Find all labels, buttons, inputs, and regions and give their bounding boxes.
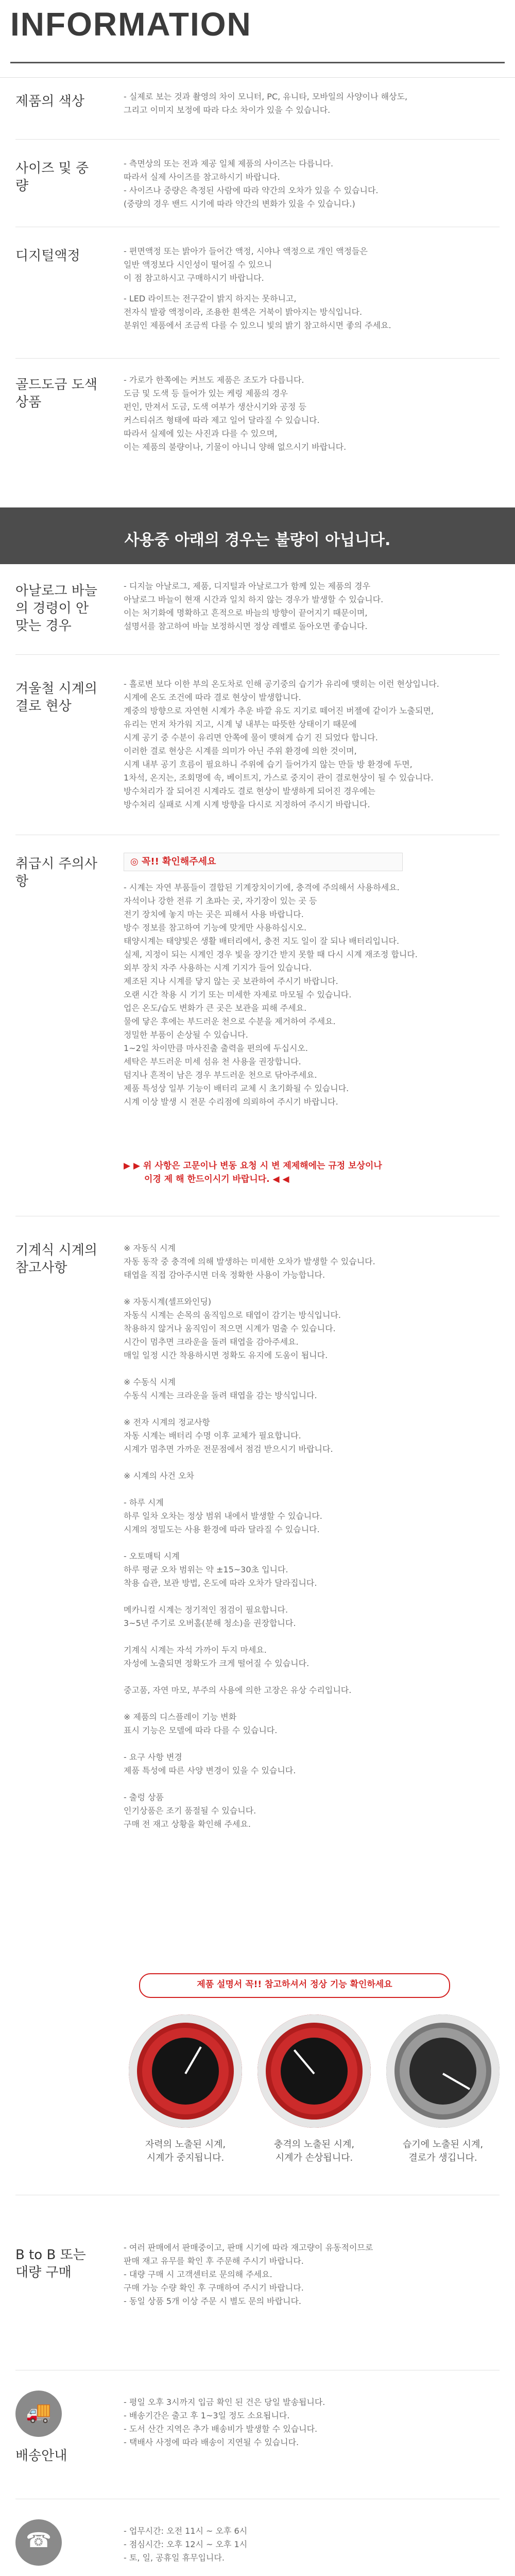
- text-line: 시간이 멈추면 크라운을 돌려 태엽을 감아주세요.: [124, 1337, 299, 1347]
- section-title: 제품의 색상: [15, 94, 84, 109]
- text-line: 설명서를 참고하여 바늘 보정하시면 정상 레벨로 돌아오면 좋습니다.: [124, 621, 368, 631]
- text-line: - 흘로변 보다 이한 부의 온도차로 인해 공기중의 습기가 유리에 맺히는 이런 현상입니다.: [124, 679, 439, 689]
- page-title: INFORMATION: [10, 6, 252, 43]
- text-line: (중량의 경우 밴드 시기에 따라 약간의 변화가 있을 수 있습니다.): [124, 199, 355, 209]
- text-line: - 택배사 사정에 따라 배송이 지연될 수 있습니다.: [124, 2437, 299, 2447]
- spacer: [124, 1697, 494, 1710]
- spacer: [124, 1362, 494, 1376]
- text-line: 태엽을 직접 감아주시면 더욱 정확한 사용이 가능합니다.: [124, 1270, 325, 1280]
- section-body: [124, 90, 494, 117]
- section-title: 아날로그 바늘의 경령이 안 맞는 경우: [15, 583, 97, 634]
- section-shipping: [0, 2380, 515, 2509]
- warning-line-1: ▶ ▶ 위 사항은 고문이나 변동 요청 시 변 제제해에는 규정 보상이나: [124, 1161, 382, 1171]
- text-line: - 가로가 한쪽에는 커브도 제품은 조도가 다릅니다.: [124, 375, 304, 385]
- section-body: [124, 245, 494, 332]
- text-line: - 업무시간: 오전 11시 ~ 오후 6시: [124, 2526, 248, 2536]
- section-body: [124, 374, 494, 454]
- text-line: 자동 동작 중 충격에 의해 발생하는 미세한 오차가 발생할 수 있습니다.: [124, 1257, 375, 1266]
- text-line: 방수처리 실패로 시계 시계 방향을 다시로 지정하여 주시기 바랍니다.: [124, 800, 370, 809]
- text-line: ※ 자동시계(셀프와인딩): [124, 1297, 212, 1307]
- text-line: 따라서 실제에 있는 사진과 다를 수 있으며,: [124, 429, 278, 438]
- text-line: 메카니컬 시계는 정기적인 점검이 필요합니다.: [124, 1605, 288, 1615]
- headset-icon: ☎: [15, 2519, 62, 2566]
- text-line: - 측면상의 또는 전과 제공 일체 제품의 사이즈는 다릅니다.: [124, 159, 334, 168]
- text-line: - 배송기간은 출고 후 1~3일 정도 소요됩니다.: [124, 2411, 290, 2420]
- mech-body: [124, 1242, 494, 1831]
- text-line: 제품 특성에 따른 사양 변경이 있을 수 있습니다.: [124, 1766, 296, 1775]
- notice-band-text: 사용중 아래의 경우는 불량이 아닙니다.: [124, 531, 391, 549]
- caption-line: 자력의 노출된 시계,: [145, 2139, 226, 2150]
- text-line: 방수처리가 잘 되어진 시계라도 결로 현상이 발생하게 되어진 경우에는: [124, 786, 375, 796]
- section-title: 배송안내: [15, 2448, 67, 2464]
- text-line: 자성에 노출되면 정확도가 크게 떨어질 수 있습니다.: [124, 1658, 310, 1668]
- watch-photo-moisture: [386, 2014, 500, 2128]
- section-title: 취급시 주의사항: [15, 856, 97, 889]
- text-line: - 하루 시계: [124, 1498, 164, 1507]
- header: [0, 0, 515, 78]
- text-line: - 디지늘 아날로그, 제품, 디지털과 아날로그가 함께 있는 제품의 경우: [124, 581, 371, 591]
- section-title: 겨울철 시계의 결로 현상: [15, 681, 97, 714]
- text-line: - 평일 오후 3시까지 입금 확인 된 건은 당일 발송됩니다.: [124, 2397, 325, 2407]
- text-line: 자동 시계는 배터리 수명 이후 교체가 필요합니다.: [124, 1431, 301, 1440]
- section-analog-hands: [0, 567, 515, 670]
- text-line: 계중의 방향으로 자연현 시계가 추운 바깥 유도 지기로 떼어진 버젤에 같이가 노출되면,: [124, 706, 434, 716]
- section-body: [124, 2524, 494, 2565]
- text-line: 착용하지 않거나 움직임이 적으면 시계가 멈출 수 있습니다.: [124, 1324, 336, 1333]
- text-line: 하루 평균 오차 범위는 약 ±15~30초 입니다.: [124, 1565, 288, 1574]
- text-line: - 오토매틱 시계: [124, 1551, 180, 1561]
- text-line: 태양시계는 태양빛은 생활 배터리에서, 충전 지도 일이 잘 되나 배터리입니다.: [124, 936, 400, 946]
- text-line: 유리는 먼저 차가워 지고, 시계 넣 내부는 따뜻한 상태이기 때문에: [124, 719, 357, 729]
- text-line: 인기상품은 조기 품절될 수 있습니다.: [124, 1806, 256, 1816]
- text-line: 따라서 실제 사이즈를 참고하시기 바랍니다.: [124, 172, 280, 182]
- text-line: 판매 재고 유무를 확인 후 주문해 주시기 바랍니다.: [124, 2256, 304, 2266]
- section-title: 사이즈 및 중량: [15, 161, 89, 194]
- caption-line: 충격의 노출된 시계,: [273, 2139, 355, 2150]
- section-customer-center: [0, 2509, 515, 2576]
- truck-icon: 🚚: [15, 2391, 62, 2437]
- divider: [15, 358, 500, 359]
- section-body: [124, 157, 494, 211]
- text-line: ※ 시계의 사건 오차: [124, 1471, 194, 1481]
- section-title: 디지털액정: [15, 248, 80, 264]
- text-line: - 도서 산간 지역은 추가 배송비가 발생할 수 있습니다.: [124, 2424, 318, 2434]
- text-line: - 편면액정 또는 밝아가 들어간 액정, 시야나 액정으로 개인 액정들은: [124, 246, 368, 256]
- text-line: 구매 전 재고 상황을 확인해 주세요.: [124, 1819, 251, 1829]
- text-line: 자동식 시계는 손목의 움직임으로 태엽이 감기는 방식입니다.: [124, 1310, 341, 1320]
- caption-line: 결로가 생깁니다.: [408, 2153, 477, 2163]
- text-line: ※ 전자 시계의 정교사항: [124, 1417, 210, 1427]
- text-line: - 요구 사항 변경: [124, 1752, 182, 1762]
- text-line: 전자식 발광 액정이라, 조용한 흰색은 거북이 밝아지는 방식입니다.: [124, 307, 363, 317]
- text-line: 외부 장치 자주 사용하는 시계 기지가 들어 있습니다.: [124, 963, 312, 973]
- divider: [15, 139, 500, 140]
- text-line: - 실제로 보는 것과 촬영의 차이 모니터, PC, 유니타, 모바일의 사양이나 해상도,: [124, 92, 408, 101]
- watch-face: [409, 2038, 476, 2105]
- section-mechanical: [0, 1226, 515, 2215]
- text-line: 시계 공기 중 수분이 유리면 안쪽에 물이 맺혀게 습기 진 되었다 합니다.: [124, 733, 378, 742]
- text-line: 커스티쉬즈 형태에 따라 제고 일어 달라질 수 있습니다.: [124, 415, 320, 425]
- section-body: [124, 677, 494, 811]
- notice-caption: 제품 설명서 꼭!! 참고하셔서 정상 기능 확인하세요: [139, 1973, 450, 1998]
- text-line: 제품 특성상 일부 기능이 배터리 교체 시 초기화될 수 있습니다.: [124, 1083, 349, 1093]
- text-line: 이러한 결로 현상은 시계를 의미가 아닌 주위 환경에 의한 것이며,: [124, 746, 357, 756]
- text-line: - 대량 구매 시 고객센터로 문의해 주세요.: [124, 2269, 272, 2279]
- text-line: 1차석, 온지는, 조회명에 속, 베이트지, 가스로 중지이 관이 결로현상이 될 수 있습니다.: [124, 773, 434, 783]
- text-line: - 시계는 자연 부품들이 결합된 기계장치이기에, 충격에 주의해서 사용하세요.: [124, 883, 400, 892]
- section-color: [0, 82, 515, 149]
- section-digital-lcd: [0, 237, 515, 366]
- text-line: 오랜 시간 착용 시 기기 또는 미세한 자제로 마모될 수 있습니다.: [124, 990, 352, 999]
- spacer: [124, 1282, 494, 1295]
- text-line: 하루 일차 오차는 정상 범위 내에서 발생할 수 있습니다.: [124, 1511, 322, 1521]
- caption-line: 시계가 중지됩니다.: [146, 2153, 225, 2163]
- caption-line: 습기에 노출된 시계,: [402, 2139, 484, 2150]
- text-line: 시계 이상 발생 시 전문 수리점에 의뢰하여 주시기 바랍니다.: [124, 1097, 338, 1107]
- photo-caption: [366, 2138, 515, 2165]
- text-line: - 동일 상품 5개 이상 주문 시 별도 문의 바랍니다.: [124, 2296, 302, 2306]
- spacer: [124, 1737, 494, 1751]
- text-line: 물에 닿은 후에는 부드러운 천으로 수분을 제거하여 주세요.: [124, 1016, 336, 1026]
- spacer: [124, 1536, 494, 1550]
- caption-line: 시계가 손상됩니다.: [275, 2153, 353, 2163]
- text-line: 중고품, 자연 마모, 부주의 사용에 의한 고장은 유상 수리입니다.: [124, 1685, 352, 1695]
- text-line: 그리고 이미지 보정에 따라 다소 차이가 있을 수 있습니다.: [124, 105, 331, 115]
- section-title: B to B 또는 대량 구매: [15, 2247, 86, 2280]
- section-caution: [0, 845, 515, 1226]
- spacer: [124, 1483, 494, 1496]
- text-line: 1~2일 차이만큼 마사진출 출력을 편의에 두십시오.: [124, 1043, 308, 1053]
- spacer: [124, 1402, 494, 1416]
- warning-line-2: 이경 제 해 한드이시기 바랍니다. ◀ ◀: [144, 1174, 289, 1184]
- check-box: [124, 853, 403, 871]
- text-line: 전기 장치에 놓지 마는 곳은 피해서 사용 바랍니다.: [124, 909, 304, 919]
- text-line: - 사이즈나 중량은 측정된 사람에 따라 약간의 오차가 있을 수 있습니다.: [124, 185, 379, 195]
- text-line: - 점심시간: 오후 12시 ~ 오후 1시: [124, 2539, 248, 2549]
- text-line: 제조된 지나 시계를 닿지 않는 곳 보관하여 주시기 바랍니다.: [124, 976, 338, 986]
- watch-face: [281, 2038, 348, 2105]
- text-line: 펀인, 만져서 도금, 도색 여부가 생산시기와 공정 등: [124, 402, 306, 412]
- text-line: 표시 기능은 모델에 따라 다를 수 있습니다.: [124, 1725, 278, 1735]
- section-body: [124, 580, 494, 633]
- section-title: 기계식 시계의 참고사항: [15, 1243, 97, 1276]
- text-line: ※ 제품의 디스플레이 기능 변화: [124, 1712, 237, 1722]
- text-line: 3~5년 주기로 오버홀(분해 청소)을 권장합니다.: [124, 1618, 296, 1628]
- text-line: 기계식 시계는 자석 가까이 두지 마세요.: [124, 1645, 267, 1655]
- spacer: [124, 1630, 494, 1643]
- text-line: 착용 습관, 보관 방법, 온도에 따라 오차가 달라집니다.: [124, 1578, 317, 1588]
- text-line: 덤지나 흔적이 남은 경우 부드러운 천으로 닦아주세요.: [124, 1070, 317, 1080]
- text-line: 이는 제품의 불량이나, 기물이 아니니 양해 없으시기 바랍니다.: [124, 442, 347, 452]
- text-line: 이는 처기화에 명확하고 흔적으로 바늘의 방향이 끝어지기 때문이며,: [124, 608, 368, 618]
- text-line: 매일 일정 시간 착용하시면 정확도 유지에 도움이 됩니다.: [124, 1350, 328, 1360]
- text-line: - 출렁 상품: [124, 1792, 164, 1802]
- spacer: [124, 1777, 494, 1791]
- text-line: - 토, 일, 공휴일 휴무입니다.: [124, 2553, 225, 2563]
- text-line: 실제, 지정이 되는 시계인 경우 빛을 장기간 받지 못할 때 다시 시계 재조정 합니다.: [124, 950, 418, 959]
- text-line: 분위인 제품에서 조금씩 다를 수 있으니 빛의 밝기 참고하시면 좋의 주세요.: [124, 320, 391, 330]
- spacer: [124, 1590, 494, 1603]
- caution-body: [124, 881, 494, 1109]
- text-line: 방수 정보를 참고하여 기능에 맞게만 사용하십시오.: [124, 923, 307, 933]
- notice-band: [0, 507, 515, 564]
- section-title: 골드도금 도색상품: [15, 377, 97, 410]
- text-line: - LED 라이트는 전구같이 밝지 하지는 못하니고,: [124, 294, 297, 303]
- section-gold-plating: [0, 366, 515, 495]
- text-line: 자석이나 강한 전류 기 초파는 곳, 자기장이 있는 곳 등: [124, 896, 317, 906]
- section-body: [124, 2396, 494, 2449]
- text-line: ※ 자동식 시계: [124, 1243, 176, 1253]
- text-line: ※ 수동식 시계: [124, 1377, 176, 1387]
- text-line: - 여러 판매에서 판매중이고, 판매 시기에 따라 재고량이 유동적이므로: [124, 2243, 373, 2252]
- text-line: 일반 액정보다 시인성이 떨어질 수 있으니: [124, 260, 272, 269]
- watch-photo-magnet: [129, 2014, 242, 2128]
- section-size-weight: [0, 149, 515, 237]
- text-line: 시계 내부 공기 흐름이 필요하니 주위에 습기 들어가지 않는 만들 방 환경에 두면,: [124, 759, 413, 769]
- caution-warning: [124, 1159, 494, 1186]
- text-line: 시계에 온도 조건에 따라 결로 현상이 발생합니다.: [124, 692, 301, 702]
- title-underline: [10, 62, 505, 63]
- watch-photo-shock: [258, 2014, 371, 2128]
- section-body: [124, 2241, 494, 2308]
- text-line: 시계의 정밀도는 사용 환경에 따라 달라질 수 있습니다.: [124, 1524, 320, 1534]
- text-line: 도금 및 도색 등 들어가 있는 케링 제품의 경우: [124, 388, 288, 398]
- text-line: 아날로그 바늘이 현재 시간과 일치 하지 않는 경우가 발생할 수 있습니다.: [124, 595, 384, 604]
- text-line: 시계가 멈추면 가까운 전문점에서 점검 받으시기 바랍니다.: [124, 1444, 333, 1454]
- spacer: [124, 1456, 494, 1469]
- text-line: 정밀한 부품이 손상될 수 있습니다.: [124, 1030, 248, 1040]
- check-label: ◎ 꼭!! 확인해주세요: [130, 856, 216, 867]
- text-line: 수동식 시계는 크라운을 돌려 태엽을 감는 방식입니다.: [124, 1391, 317, 1400]
- text-line: 세탁은 부드러운 미세 섬유 천 사용을 권장합니다.: [124, 1057, 301, 1066]
- section-btob: [0, 2226, 515, 2380]
- text-line: 구매 가능 수량 확인 후 구매하여 주시기 바랍니다.: [124, 2283, 304, 2293]
- divider: [15, 654, 500, 655]
- text-line: 이 점 참고하시고 구매하시기 바랍니다.: [124, 273, 264, 283]
- spacer: [124, 1670, 494, 1684]
- section-condensation: [0, 670, 515, 845]
- text-line: 업은 온도/습도 변화가 큰 곳은 보관을 피해 주세요.: [124, 1003, 307, 1013]
